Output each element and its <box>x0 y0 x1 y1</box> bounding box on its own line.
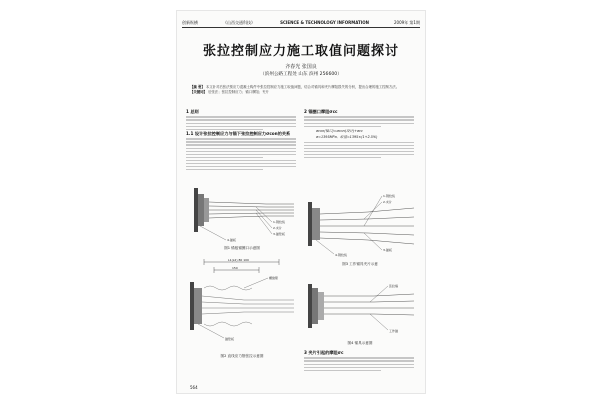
fig3-label-a: 1.钢绞线 <box>383 194 395 198</box>
page-number: 564 <box>190 385 198 390</box>
fig1-label-a: 1.钢绞线 <box>273 220 285 224</box>
section-heading-1-1: 1.1 设计张拉控制应力与锚下张拉控制应力σcon的关系 <box>186 130 291 136</box>
figure-3-caption: 图3 工作锚具夹片示意 <box>342 262 378 266</box>
fig4-label-a: 张拉端 <box>389 284 399 288</box>
header-center: 《山西交通科技》 <box>223 19 256 25</box>
formula-1: σcon(锚口)=σcon(设计)+σcc <box>316 128 363 133</box>
fig3-label-b: 2.夹片 <box>383 200 392 204</box>
left-column <box>186 108 296 172</box>
figure-4-caption: 图4 锚具示意图 <box>347 341 373 345</box>
header-right: 2009年 第1期 <box>393 19 420 25</box>
figure-3-diagram <box>304 190 416 260</box>
body-text-lines <box>186 116 296 130</box>
figure-4-diagram <box>304 272 416 340</box>
fig2-dim-b: 150 <box>232 266 238 270</box>
formula-2: σ=1395MPa，取值=1395×(1+2.5%) <box>316 135 378 140</box>
body-text-lines <box>304 142 414 159</box>
right-column <box>304 108 414 160</box>
body-text-lines <box>186 138 296 170</box>
fig2-tag-b: 锚垫板 <box>225 337 235 341</box>
fig1-label-b: 2.夹片 <box>273 226 282 230</box>
header-left: 创新纵横 <box>182 19 198 25</box>
section-heading-1: 1 总则 <box>186 109 199 114</box>
fig2-tag-a: 螺旋筋 <box>269 276 279 280</box>
section-heading-3: 3 夹片引起的摩阻σc <box>304 350 344 355</box>
fig3-label-d: 4.钢绞线 <box>335 253 347 257</box>
fig1-label-d: 4.锚板 <box>227 238 236 242</box>
section-heading-2: 2 锚圈口摩阻σcc <box>304 109 338 114</box>
affiliation-line: （滨州公路工程处 山东 滨州 256600） <box>260 72 342 77</box>
running-header <box>182 18 420 27</box>
abstract-label: 【摘 要】 <box>190 85 205 89</box>
journal-page <box>176 10 426 394</box>
right-column-lower <box>304 349 414 373</box>
fig4-label-b: 工作锚 <box>389 329 399 333</box>
header-center-en: SCIENCE & TECHNOLOGY INFORMATION <box>280 20 369 25</box>
header-rule <box>182 27 420 28</box>
fig1-label-c: 3.锚垫板 <box>273 232 285 236</box>
author-line: 齐春光 张国良 <box>285 64 317 70</box>
body-text-lines <box>304 116 414 126</box>
fig3-label-c: 3.锚板 <box>383 248 392 252</box>
figure-1-diagram <box>186 178 298 244</box>
article-title: 张拉控制应力施工取值问题探讨 <box>202 44 399 59</box>
keywords-text: 后张法；张拉控制应力；锚口摩阻；夹片 <box>208 89 270 94</box>
abstract-block <box>190 85 412 94</box>
figure-2-diagram <box>184 256 298 352</box>
figure-1-caption: 图1 锚板锚圈口示意图 <box>224 246 260 250</box>
figure-2-caption: 图2 直线应力筋张拉示意图 <box>220 354 264 358</box>
keywords-label: 【关键词】 <box>190 89 207 94</box>
fig2-dim-a: L1(L2) 80 100 <box>228 258 249 262</box>
body-text-lines <box>304 357 414 371</box>
abstract-text: 本文针对后张法预应力混凝土构件中张拉控制应力施工取值问题，结合对锚具和夹片摩阻损失的分析，提出合理的施工控制方法。 <box>205 85 400 89</box>
